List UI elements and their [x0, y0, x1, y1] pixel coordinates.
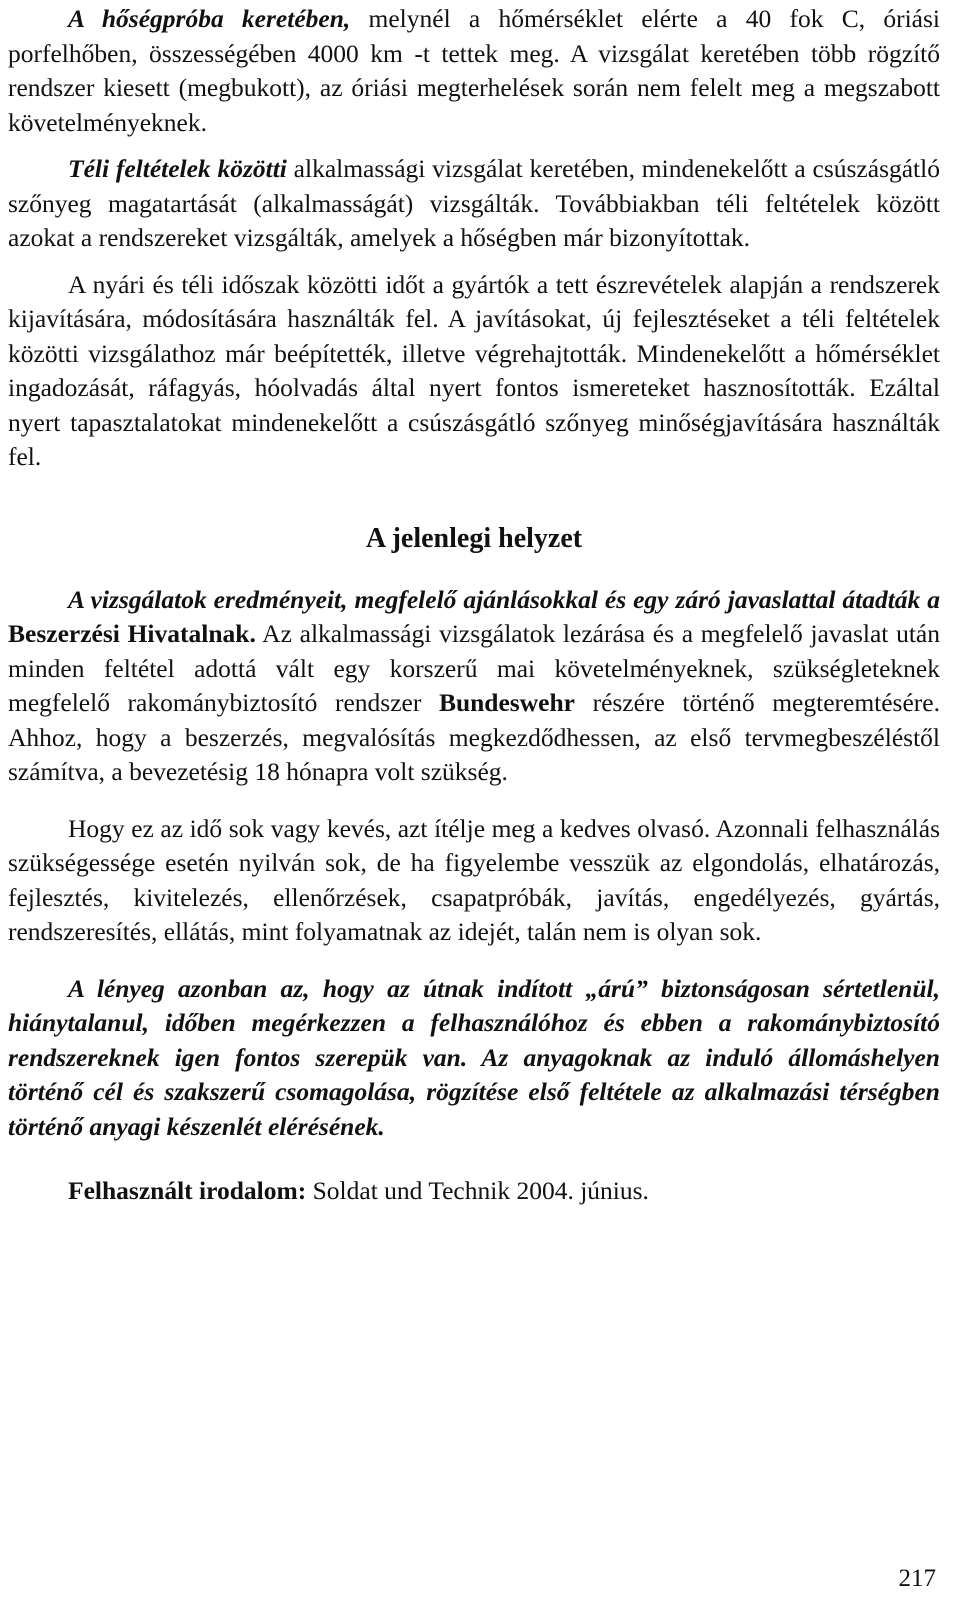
paragraph-text: A lényeg azonban az, hogy az útnak indított „árú” biztonságosan sértetlenül, hiánytalanul, időben megérkezzen a felhasználóhoz és ebben a rakománybiztosító rendszereknek igen fontos szerepük van. Az anyagoknak az induló állomáshelyen történő cél és szakszerű csomagolása, rögzítése első feltétele az alkalmazási térségben történő anyagi készenlét elérésének. — [8, 973, 940, 1141]
paragraph-text: Az alkalmassági vizsgálatok lezárása és a megfelelő javaslat után minden feltétel adottá vált egy korszerű mai követelményeknek, szükségleteknek megfelelő rakománybiztosító rendszer — [8, 619, 940, 717]
paragraph-results — [8, 583, 940, 790]
section-heading: A jelenlegi helyzet — [365, 522, 583, 554]
paragraph-lead: A vizsgálatok eredményeit, megfelelő ajánlásokkal és egy záró javaslattal átadták a — [68, 584, 940, 614]
paragraph-lead-bold: Beszerzési Hivatalnak. — [8, 619, 256, 648]
paragraph-text: melynél a hőmérséklet elérte a 40 fok C, óriási porfelhőben, összességében 4000 km -t tettek meg. A vizsgálat keretében több rögzítő rendszer kiesett (megbukott), az óriási megterhelések során nem felelt meg a megszabott követelményeknek. — [8, 4, 940, 137]
paragraph-winter-test — [8, 152, 940, 256]
page-number: 217 — [898, 1565, 936, 1592]
paragraph-essence — [8, 972, 940, 1145]
paragraph-text: A nyári és téli időszak közötti időt a gyártók a tett észrevételek alapján a rendszerek kijavítására, módosítására használták fel. A javításokat, új fejlesztéseket a téli feltételek közötti vizsgálathoz már beépítették, illetve végrehajtották. Mindenekelőtt a hőmérséklet ingadozását, ráfagyás, hóolvadás által nyert fontos ismereteket hasznosították. Ezáltal nyert tapasztalatokat mindenekelőtt a csúszásgátló szőnyeg minőségjavítására használták fel. — [8, 269, 940, 471]
paragraph-bold-term: Bundeswehr — [438, 688, 575, 717]
references-text: Soldat und Technik 2004. június. — [306, 1176, 649, 1205]
paragraph-text: alkalmassági vizsgálat keretében, mindenekelőtt a csúszásgátló szőnyeg magatartását (alkalmasságát) vizsgálták. Továbbiakban téli feltételek között azokat a rendszereket vizsgálták, amelyek a hőségben már bizonyítottak. — [8, 154, 940, 252]
paragraph-reader — [8, 812, 940, 950]
paragraph-text: részére történő megteremtésére. Ahhoz, hogy a beszerzés, megvalósítás megkezdődhessen, az első tervmegbeszéléstől számítva, a bevezetésig 18 hónapra volt szükség. — [8, 688, 940, 786]
paragraph-text: Hogy ez az idő sok vagy kevés, azt ítélje meg a kedves olvasó. Azonnali felhasználás szükségessége esetén nyilván sok, de ha figyelembe vesszük az elgondolás, elhatározás, fejlesztés, kivitelezés, ellenőrzések, csapatpróbák, javítás, engedélyezés, gyártás, rendszeresítés, ellátás, mint folyamatnak az idejét, talán nem is olyan sok. — [8, 813, 940, 946]
paragraph-lead: Téli feltételek közötti — [68, 154, 287, 183]
references-label: Felhasznált irodalom: — [68, 1176, 307, 1205]
paragraph-heat-test — [8, 2, 940, 140]
paragraph-lead: A hőségpróba keretében, — [68, 4, 351, 33]
paragraph-references — [8, 1174, 940, 1209]
paragraph-repairs — [8, 268, 940, 475]
